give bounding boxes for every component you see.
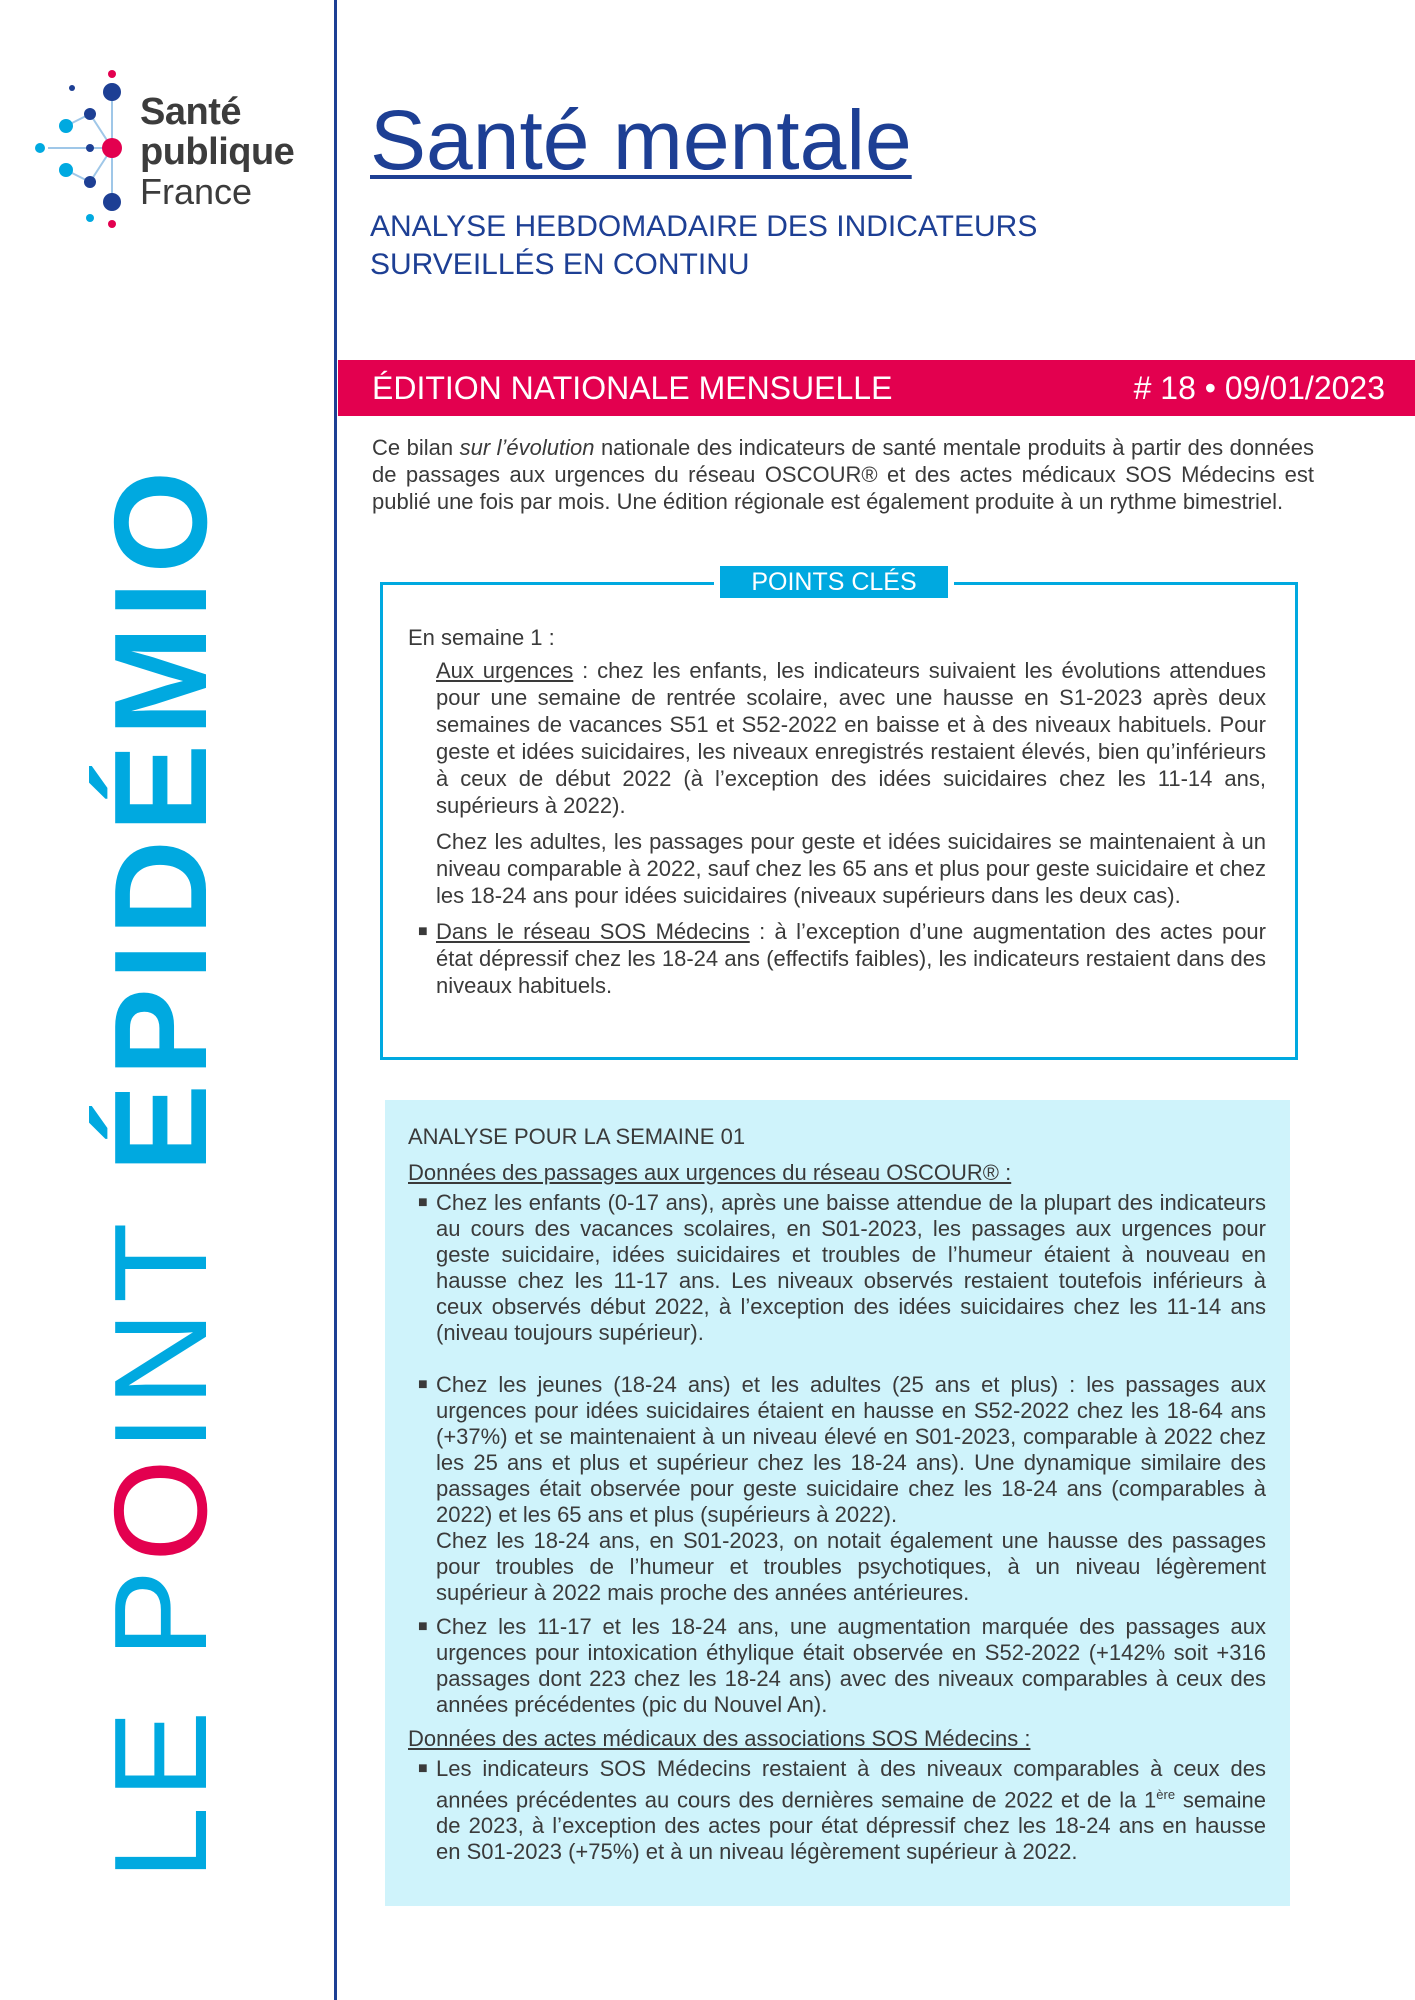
vertical-title-o: O	[87, 1451, 234, 1562]
logo-dots-icon	[30, 70, 140, 240]
vertical-divider	[334, 0, 337, 2000]
vertical-title-epidemio: ÉPIDÉMIO	[87, 462, 234, 1173]
key-points-adults: Chez les adultes, les passages pour geste et idées suicidaires se maintenaient à un niveau comparable à 2022, sauf chez les 65 ans et plus pour geste suicidaire et chez les 18-24 ans pour idées suicidaires (niveaux supérieurs dans les deux cas).	[436, 829, 1266, 908]
vertical-title-int: INT	[87, 1172, 234, 1452]
bullet-icon: ■	[418, 1194, 428, 1211]
sos-medecins-link: Dans le réseau SOS Médecins	[436, 919, 750, 944]
bullet-icon: ■	[418, 1618, 428, 1635]
sante-publique-france-logo	[30, 70, 310, 240]
key-points-urgences	[436, 657, 1266, 819]
bullet-icon: ■	[418, 1760, 428, 1777]
key-points-label: POINTS CLÉS	[720, 566, 948, 598]
analysis-content	[408, 1124, 1266, 1865]
sos-text: : à l’exception d’une augmentation des actes pour état dépressif chez les 18-24 ans (effectifs faibles), les indicateurs restaient dans des niveaux habituels.	[436, 919, 1266, 998]
key-points-sos	[418, 918, 1266, 999]
analysis-heading: ANALYSE POUR LA SEMAINE 01	[408, 1124, 746, 1149]
logo-text-sante: Santé	[140, 91, 241, 133]
oscour-item-children: Chez les enfants (0-17 ans), après une baisse attendue de la plupart des indicateurs au cours des vacances scolaires, en S01-2023, les passages aux urgences pour geste suicidaire, idées suicidaires et troubles de l’humeur étaient à nouveau en hausse chez les 11-17 ans. Les niveaux observés restaient toutefois inférieurs à ceux observés début 2022, à l’exception des idées suicidaires chez les 11-14 ans (niveau toujours supérieur).	[436, 1190, 1266, 1345]
intro-paragraph	[372, 434, 1314, 515]
page-title: Santé mentale	[370, 93, 912, 187]
intro-text-start: Ce bilan	[372, 435, 460, 460]
subtitle-line-2: SURVEILLÉS EN CONTINU	[370, 248, 750, 281]
intro-text-end: nationale des indicateurs de santé mentale produits à partir des données de passages aux urgences du réseau OSCOUR® et des actes médicaux SOS Médecins est publié une fois par mois. Une édition régionale est également produite à un rythme bimestriel.	[372, 435, 1314, 514]
oscour-item-alcohol: Chez les 11-17 et les 18-24 ans, une augmentation marquée des passages aux urgences pour intoxication éthylique était observée en S52-2022 (+142% soit +316 passages dont 223 chez les 18-24 ans) avec des niveaux comparables à ceux des années précédentes (pic du Nouvel An).	[436, 1614, 1266, 1717]
bullet-icon: ■	[418, 1376, 428, 1393]
logo-text-france: France	[140, 171, 253, 212]
key-points-content	[408, 624, 1266, 1008]
key-points-heading: En semaine 1 :	[408, 625, 555, 650]
edition-number-date: # 18 • 09/01/2023	[1133, 370, 1385, 406]
list-item	[418, 1614, 1266, 1718]
page-subtitle	[370, 208, 1037, 284]
oscour-item-young-adults-extra: Chez les 18-24 ans, en S01-2023, on notait également une hausse des passages pour troubles de l’humeur et troubles psychotiques, à un niveau légèrement supérieur à 2022 mais proche des années antérieures.	[436, 1528, 1266, 1605]
vertical-title-le-p: LE P	[87, 1561, 234, 1880]
subtitle-line-1: ANALYSE HEBDOMADAIRE DES INDICATEURS	[370, 210, 1038, 243]
edition-banner	[338, 360, 1415, 416]
urgences-text: : chez les enfants, les indicateurs suivaient les évolutions attendues pour une semaine de rentrée scolaire, avec une hausse en S1-2023 après deux semaines de vacances S51 et S52-2022 en baisse et à des niveaux habituels. Pour geste et idées suicidaires, les niveaux enregistrés restaient élevés, bien qu’inférieurs à ceux de début 2022 (à l’exception des idées suicidaires chez les 11-14 ans, supérieurs à 2022).	[436, 658, 1266, 818]
bullet-icon: ■	[418, 923, 428, 940]
list-item	[418, 1756, 1266, 1865]
oscour-section-title: Données des passages aux urgences du réseau OSCOUR® :	[408, 1160, 1012, 1185]
urgences-link: Aux urgences	[436, 658, 574, 683]
list-item	[418, 1190, 1266, 1346]
edition-label: ÉDITION NATIONALE MENSUELLE	[372, 370, 893, 406]
le-point-epidemio-vertical-title	[86, 340, 236, 1880]
sos-item-text-b: semaine de 2023, à l’exception des actes pour état dépressif chez les 18-24 ans en hausse en S01-2023 (+75%) et à un niveau légèrement supérieur à 2022.	[436, 1787, 1266, 1865]
sos-item-text-a: Les indicateurs SOS Médecins restaient à des niveaux comparables à ceux des années précédentes au cours des dernières semaine de 2022 et de la 1	[436, 1756, 1266, 1813]
intro-text-italic: sur l’évolution	[459, 435, 595, 460]
oscour-item-young-adults: Chez les jeunes (18-24 ans) et les adultes (25 ans et plus) : les passages aux urgences pour idées suicidaires étaient en hausse en S52-2022 chez les 18-64 ans (+37%) et se maintenaient à un niveau élevé en S01-2023, comparable à 2022 chez les 25 ans et plus et supérieur chez les 18-24 ans). Une dynamique similaire des passages était observée pour geste suicidaire chez les 18-24 ans (comparables à 2022) et les 65 ans et plus (supérieurs à 2022).	[436, 1372, 1266, 1527]
sos-section-title: Données des actes médicaux des associations SOS Médecins :	[408, 1726, 1031, 1751]
sos-item-superscript: ère	[1156, 1787, 1176, 1802]
logo-text-publique: publique	[140, 131, 295, 173]
list-item	[418, 1372, 1266, 1606]
